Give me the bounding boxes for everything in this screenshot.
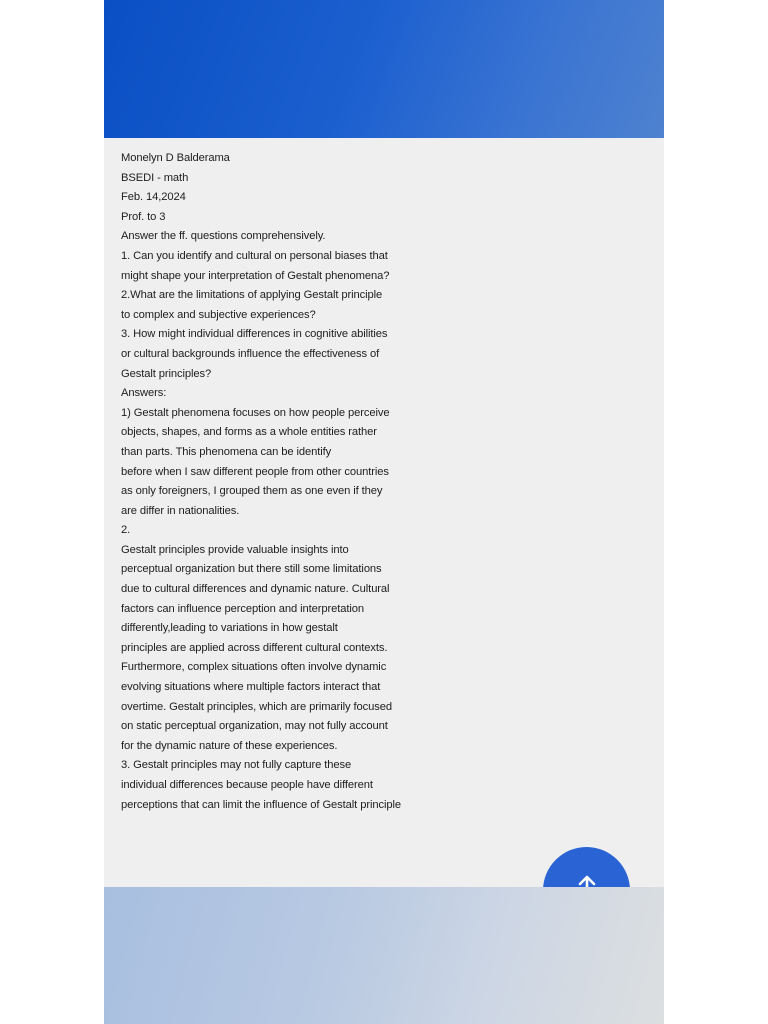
answer-line: perceptions that can limit the influence of Gestalt principle bbox=[121, 798, 401, 811]
question-line: 3. How might individual differences in cognitive abilities bbox=[121, 328, 388, 341]
document-viewer bbox=[104, 0, 664, 1024]
answer-line: Gestalt principles provide valuable insights into bbox=[121, 543, 349, 556]
answer-line: are differ in nationalities. bbox=[121, 504, 240, 517]
answer-line: 3. Gestalt principles may not fully capture these bbox=[121, 759, 352, 772]
question-line: 1. Can you identify and cultural on personal biases that bbox=[121, 249, 388, 262]
professor-line: Prof. to 3 bbox=[121, 210, 166, 223]
answer-line: for the dynamic nature of these experiences. bbox=[121, 739, 338, 752]
answers-heading: Answers: bbox=[121, 387, 167, 400]
answer-line: before when I saw different people from other countries bbox=[121, 465, 389, 478]
answer-line: individual differences because people have different bbox=[121, 779, 373, 791]
course-line: BSEDI - math bbox=[121, 171, 189, 184]
footer-banner bbox=[104, 887, 664, 1024]
question-line: might shape your interpretation of Gestalt phenomena? bbox=[121, 269, 390, 282]
answer-line: perceptual organization but there still some limitations bbox=[121, 563, 382, 576]
question-line: 2.What are the limitations of applying Gestalt principle bbox=[121, 289, 383, 302]
instruction-line: Answer the ff. questions comprehensively. bbox=[121, 230, 326, 243]
answer-line: differently,leading to variations in how gestalt bbox=[121, 622, 338, 635]
date-line: Feb. 14,2024 bbox=[121, 191, 186, 204]
question-line: or cultural backgrounds influence the effectiveness of bbox=[121, 347, 380, 360]
header-banner bbox=[104, 0, 664, 138]
answer-line: evolving situations where multiple factors interact that bbox=[121, 681, 381, 694]
answer-line: on static perceptual organization, may not fully account bbox=[121, 720, 388, 733]
question-line: Gestalt principles? bbox=[121, 367, 212, 380]
answer-line: due to cultural differences and dynamic nature. Cultural bbox=[121, 583, 390, 596]
answer-line: Furthermore, complex situations often involve dynamic bbox=[121, 661, 387, 674]
document-text bbox=[121, 149, 441, 815]
answer-line: objects, shapes, and forms as a whole entities rather bbox=[121, 426, 377, 439]
author-name: Monelyn D Balderama bbox=[121, 152, 230, 164]
question-line: to complex and subjective experiences? bbox=[121, 308, 316, 321]
answer-line: 1) Gestalt phenomena focuses on how people perceive bbox=[121, 406, 390, 419]
answer-number: 2. bbox=[121, 524, 131, 537]
answer-line: than parts. This phenomena can be identify bbox=[121, 445, 332, 458]
answer-line: factors can influence perception and interpretation bbox=[121, 602, 365, 615]
answer-line: as only foreigners, I grouped them as one even if they bbox=[121, 485, 383, 498]
answer-line: overtime. Gestalt principles, which are primarily focused bbox=[121, 700, 392, 713]
answer-line: principles are applied across different cultural contexts. bbox=[121, 641, 388, 654]
